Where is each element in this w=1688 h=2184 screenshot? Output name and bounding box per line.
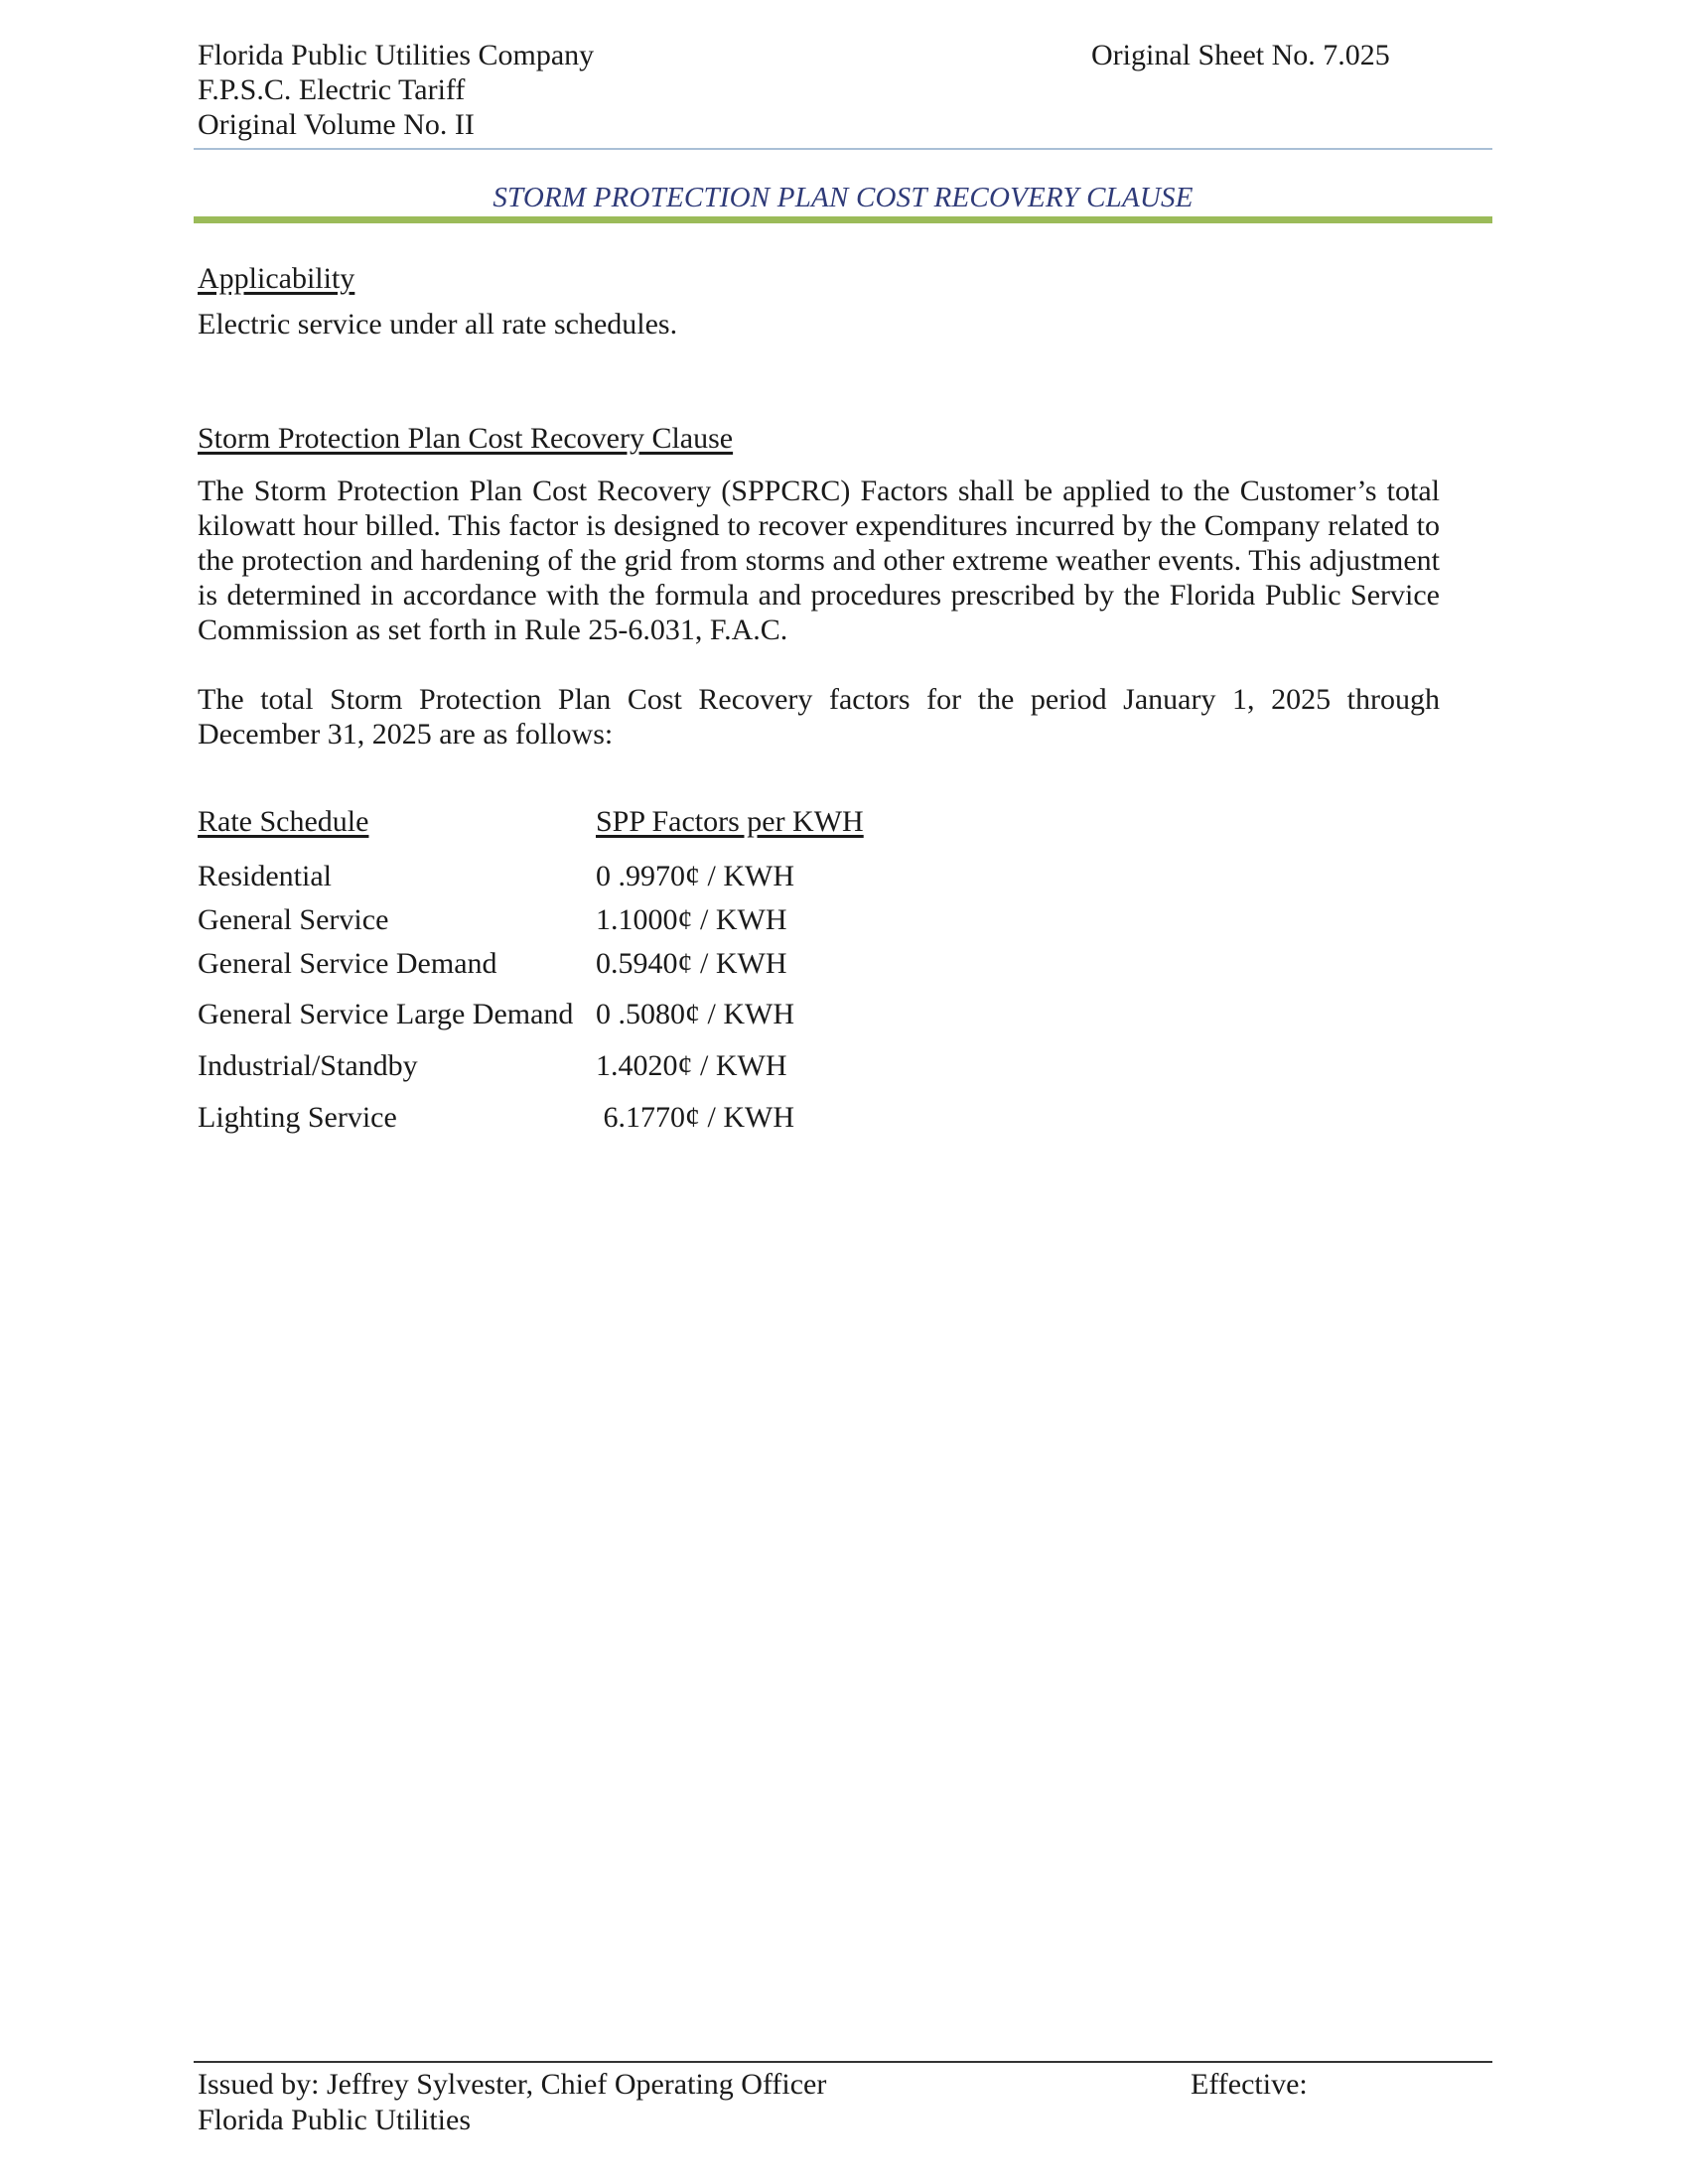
- rate-schedule-cell: Residential: [198, 860, 332, 892]
- rate-schedule-cell: General Service Demand: [198, 947, 497, 980]
- footer-company: Florida Public Utilities: [198, 2104, 471, 2136]
- effective-label: Effective:: [1191, 2068, 1308, 2101]
- company-name: Florida Public Utilities Company: [198, 39, 595, 71]
- sheet-number: Original Sheet No. 7.025: [1091, 39, 1390, 71]
- rate-schedule-cell: Lighting Service: [198, 1101, 397, 1134]
- spp-factor-cell: 0 .5080¢ / KWH: [596, 998, 794, 1030]
- header-left-block: [198, 38, 594, 142]
- spp-factor-cell: 1.1000¢ / KWH: [596, 903, 787, 936]
- header-divider: [194, 148, 1492, 150]
- spp-factor-cell: 0.5940¢ / KWH: [596, 947, 787, 980]
- table-row: [198, 860, 1091, 899]
- table-row: [198, 947, 1091, 987]
- rates-table-header: [198, 805, 1091, 845]
- section-title: STORM PROTECTION PLAN COST RECOVERY CLAUSE: [492, 182, 1194, 213]
- table-row: [198, 998, 1091, 1037]
- issued-by: Issued by: Jeffrey Sylvester, Chief Operating Officer: [198, 2068, 827, 2101]
- title-divider: [194, 216, 1492, 223]
- clause-heading: Storm Protection Plan Cost Recovery Clause: [198, 422, 734, 455]
- tariff-name: F.P.S.C. Electric Tariff: [198, 73, 466, 106]
- table-row: [198, 903, 1091, 943]
- spp-factor-cell: 1.4020¢ / KWH: [596, 1049, 787, 1082]
- applicability-heading: Applicability: [198, 262, 355, 295]
- column-header-rate-schedule: Rate Schedule: [198, 805, 369, 838]
- clause-paragraph-2: The total Storm Protection Plan Cost Recovery factors for the period January 1, 2025 through December 31, 2025 are as follows:: [198, 683, 1440, 751]
- rate-schedule-cell: General Service Large Demand: [198, 998, 574, 1030]
- table-row: [198, 1049, 1091, 1089]
- spp-factor-cell: 6.1770¢ / KWH: [596, 1101, 794, 1134]
- volume-number: Original Volume No. II: [198, 108, 475, 141]
- column-header-spp-factor: SPP Factors per KWH: [596, 805, 864, 838]
- spp-factor-cell: 0 .9970¢ / KWH: [596, 860, 794, 892]
- rate-schedule-cell: General Service: [198, 903, 389, 936]
- rate-schedule-cell: Industrial/Standby: [198, 1049, 418, 1082]
- table-row: [198, 1101, 1091, 1141]
- clause-paragraph-1: The Storm Protection Plan Cost Recovery (SPPCRC) Factors shall be applied to the Customer’s total kilowatt hour billed. This factor is designed to recover expenditures incurred by the Company related to the protection and hardening of the grid from storms and other extreme weather events. This adjustment is determined in accordance with the formula and procedures prescribed by the Florida Public Service Commission as set forth in Rule 25-6.031, F.A.C.: [198, 475, 1440, 646]
- footer-left-block: [198, 2067, 826, 2138]
- applicability-text: Electric service under all rate schedules.: [198, 308, 678, 341]
- footer-divider: [194, 2061, 1492, 2063]
